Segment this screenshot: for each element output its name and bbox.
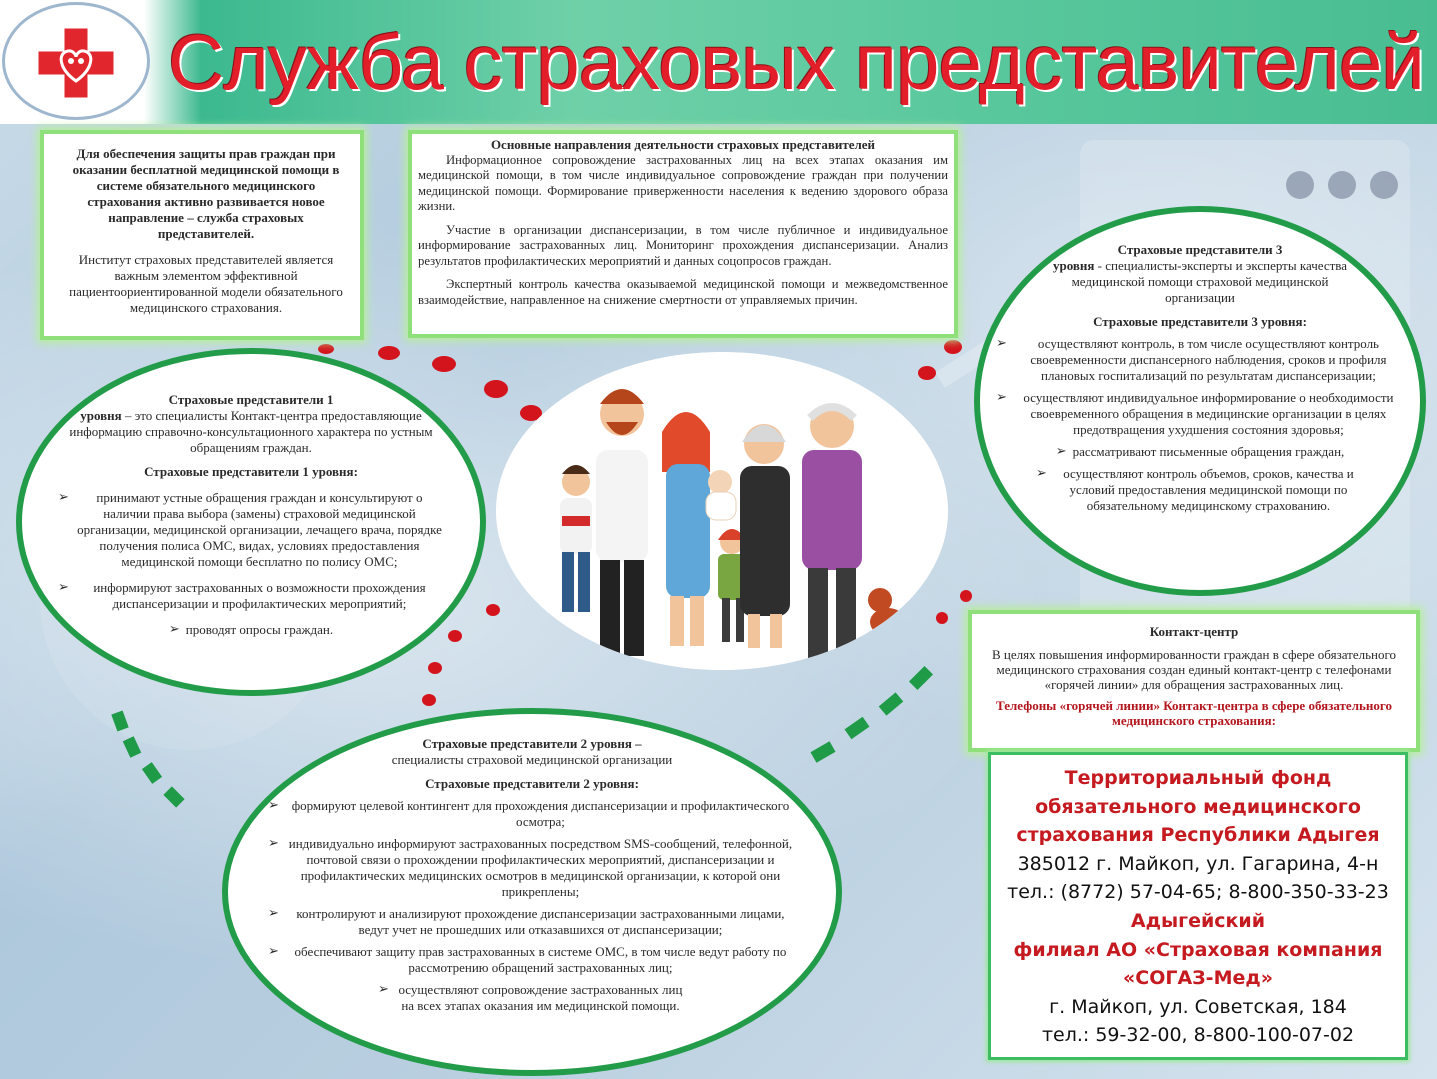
bullet-arrow-icon: ➢ <box>268 836 279 851</box>
org1-address: 385012 г. Майкоп, ул. Гагарина, 4-н <box>1017 852 1379 875</box>
intro-text: Институт страховых представителей является важным элементом эффективной пациентоориентированной модели обязательного медицинского страхования. <box>69 252 343 315</box>
level2-subtitle: Страховые представители 2 уровня: <box>425 776 639 791</box>
bullet-arrow-icon: ➢ <box>268 944 279 959</box>
family-image <box>496 352 948 670</box>
org1-phone: тел.: (8772) 57-04-65; 8-800-350-33-23 <box>1007 881 1389 904</box>
connector-dot <box>428 662 442 674</box>
list-item <box>58 580 444 612</box>
org1-name-line: Территориальный фонд <box>1064 767 1332 789</box>
bullet-arrow-icon: ➢ <box>996 390 1007 405</box>
bullet-arrow-icon: ➢ <box>268 906 279 921</box>
list-item-text: осуществляют контроль объемов, сроков, качества и условий предоставления медицинской помощи по обязательному медицинскому страхованию. <box>1063 466 1354 513</box>
connector-dash <box>879 692 904 715</box>
list-item-text: информируют застрахованных о возможности прохождения диспансеризации и профилактических мероприятий; <box>93 580 426 611</box>
connector-dash <box>163 786 184 807</box>
connector-dash <box>111 710 128 731</box>
level3-intro <box>996 258 1404 306</box>
level3-ellipse <box>974 206 1426 596</box>
medical-cross-icon <box>33 23 119 103</box>
connector-dot <box>432 356 456 372</box>
list-item-text: принимают устные обращения граждан и консультируют о наличии права выбора (замены) страховой медицинской организации, медицинской организации, лечащего врача, порядке получения полиса ОМС, видах, условиях предоставления медицинской помощи бесплатно по полису ОМС; <box>77 490 442 569</box>
list-item <box>996 444 1404 460</box>
list-item-text: формируют целевой контингент для прохождения диспансеризации и профилактического осмотра; <box>291 798 790 829</box>
list-item-text: обеспечивают защиту прав застрахованных в системе ОМС, в том числе ведут работу по рассмотрению обращений застрахованных лиц; <box>294 944 787 975</box>
list-item-text: проводят опросы граждан. <box>185 622 334 637</box>
list-item <box>58 490 444 570</box>
intro-lead: Для обеспечения защиты прав граждан при оказании бесплатной медицинской помощи в системе обязательного медицинского страхования активно развивается новое направление – служба страховых представителей. <box>72 146 340 241</box>
bullet-arrow-icon: ➢ <box>1036 466 1047 481</box>
family-illustration <box>496 352 948 670</box>
contact-phones-heading: Телефоны «горячей линии» Контакт-центра в сфере обязательного медицинского страхования: <box>996 698 1392 728</box>
header-banner <box>0 0 1437 124</box>
org2-name-line: «СОГАЗ-Мед» <box>1123 967 1273 990</box>
level1-intro-text: – это специалисты Контакт-центра предоставляющие информацию справочно-консультационного характера по устным обращениям граждан. <box>69 408 433 455</box>
bullet-arrow-icon: ➢ <box>58 490 69 505</box>
connector-dot <box>422 694 436 706</box>
logo <box>2 2 150 120</box>
list-item-text: осуществляют контроль, в том числе осуществляют контроль своевременности диспансерного наблюдения, сроков и профиля плановых госпитализаций по результатам диспансеризации; <box>1030 336 1387 383</box>
bullet-arrow-icon: ➢ <box>378 982 389 997</box>
list-item <box>268 798 796 830</box>
bullet-arrow-icon: ➢ <box>268 798 279 813</box>
connector-dot <box>486 604 500 616</box>
org2-address: г. Майкоп, ул. Советская, 184 <box>1049 995 1347 1018</box>
directions-box <box>412 134 954 334</box>
connector-dot <box>918 366 936 380</box>
org1-name-line: обязательного медицинского <box>1035 795 1361 818</box>
directions-paragraph: Экспертный контроль качества оказываемой медицинской помощи и межведомственное взаимодействие, направленное на снижение смертности от управляемых причин. <box>418 277 948 307</box>
level1-intro <box>58 408 444 456</box>
level2-intro: специалисты страховой медицинской организации <box>391 752 673 767</box>
page-title: Служба страховых представителей <box>168 18 1424 106</box>
connector-dash <box>142 762 162 784</box>
list-item <box>268 944 796 976</box>
list-item <box>996 390 1404 438</box>
contact-text: В целях повышения информированности граждан в сфере обязательного медицинского страхования создан единый контакт-центр с телефонами «горячей линии» для обращения застрахованных лиц. <box>992 647 1396 692</box>
org2-phone: тел.: 59-32-00, 8-800-100-07-02 <box>1041 1024 1355 1047</box>
bullet-arrow-icon: ➢ <box>996 336 1007 351</box>
list-item-text: контролируют и анализируют прохождение диспансеризации застрахованными лицами, ведут учет не прошедших или отказавшихся от диспансеризации; <box>296 906 785 937</box>
list-item <box>268 906 796 938</box>
level1-title: Страховые представители 1 <box>168 392 334 407</box>
list-item-text: рассматривают письменные обращения граждан, <box>1072 444 1345 459</box>
level1-intro-bold: уровня <box>80 408 122 423</box>
connector-dash <box>909 666 933 690</box>
directions-paragraph: Информационное сопровождение застрахованных лиц на всех этапах оказания им медицинской помощи, в том числе индивидуальное сопровождение граждан при получении медицинской помощи. Формирование приверженности населения к ведению здорового образа жизни. <box>418 152 948 213</box>
org2-name-line: Адыгейский <box>1130 909 1266 932</box>
list-item-text: осуществляют сопровождение застрахованных лиц на всех этапах оказания им медицинской помощи. <box>398 982 683 1013</box>
connector-dot <box>448 630 462 642</box>
contacts-info-box <box>988 752 1408 1060</box>
connector-dot <box>944 340 962 354</box>
level1-subtitle: Страховые представители 1 уровня: <box>144 464 358 479</box>
list-item <box>58 622 444 638</box>
level2-title: Страховые представители 2 уровня – <box>422 736 642 751</box>
list-item <box>268 982 796 1014</box>
level3-intro-text: - специалисты-эксперты и эксперты качества медицинской помощи страховой медицинской организации <box>1071 258 1348 305</box>
contact-center-box <box>972 614 1416 748</box>
list-item-text: индивидуально информируют застрахованных посредством SMS-сообщений, телефонной, почтовой связи о прохождении профилактических мероприятий, диспансеризации и профилактических медицинских осмотров в медицинской организации, к которой они прикреплены; <box>288 836 793 899</box>
connector-dot <box>484 380 508 398</box>
bullet-arrow-icon: ➢ <box>58 580 69 595</box>
connector-dash <box>810 741 835 762</box>
connector-dot <box>936 612 948 624</box>
connector-dot <box>378 346 400 360</box>
level2-ellipse <box>222 708 842 1076</box>
connector-dot <box>960 590 972 602</box>
level3-title: Страховые представители 3 <box>1117 242 1283 257</box>
list-item <box>996 466 1404 514</box>
directions-heading: Основные направления деятельности страховых представителей <box>490 137 876 152</box>
level3-intro-bold: уровня <box>1052 258 1095 273</box>
org2-name-line: филиал АО «Страховая компания <box>1013 938 1383 961</box>
bullet-arrow-icon: ➢ <box>1055 444 1067 459</box>
directions-paragraph: Участие в организации диспансеризации, в том числе публичное и индивидуальное информирование застрахованных лиц. Мониторинг прохождения диспансеризации. Анализ результатов профилактических мероприятий и данных соцопросов граждан. <box>418 222 948 268</box>
connector-dash <box>845 717 870 739</box>
bullet-arrow-icon: ➢ <box>168 622 180 637</box>
level1-ellipse <box>16 348 486 696</box>
list-item <box>996 336 1404 384</box>
level3-subtitle: Страховые представители 3 уровня: <box>1093 314 1307 329</box>
connector-dot <box>318 344 334 354</box>
intro-box <box>44 134 360 336</box>
connector-dash <box>123 736 141 757</box>
contact-heading: Контакт-центр <box>1149 624 1239 639</box>
org1-name-line: страхования Республики Адыгея <box>1016 824 1380 847</box>
list-item-text: осуществляют индивидуальное информирование о необходимости своевременного обращения в медицинские организации в целях предотвращения ухудшения состояния здоровья; <box>1023 390 1394 437</box>
list-item <box>268 836 796 900</box>
